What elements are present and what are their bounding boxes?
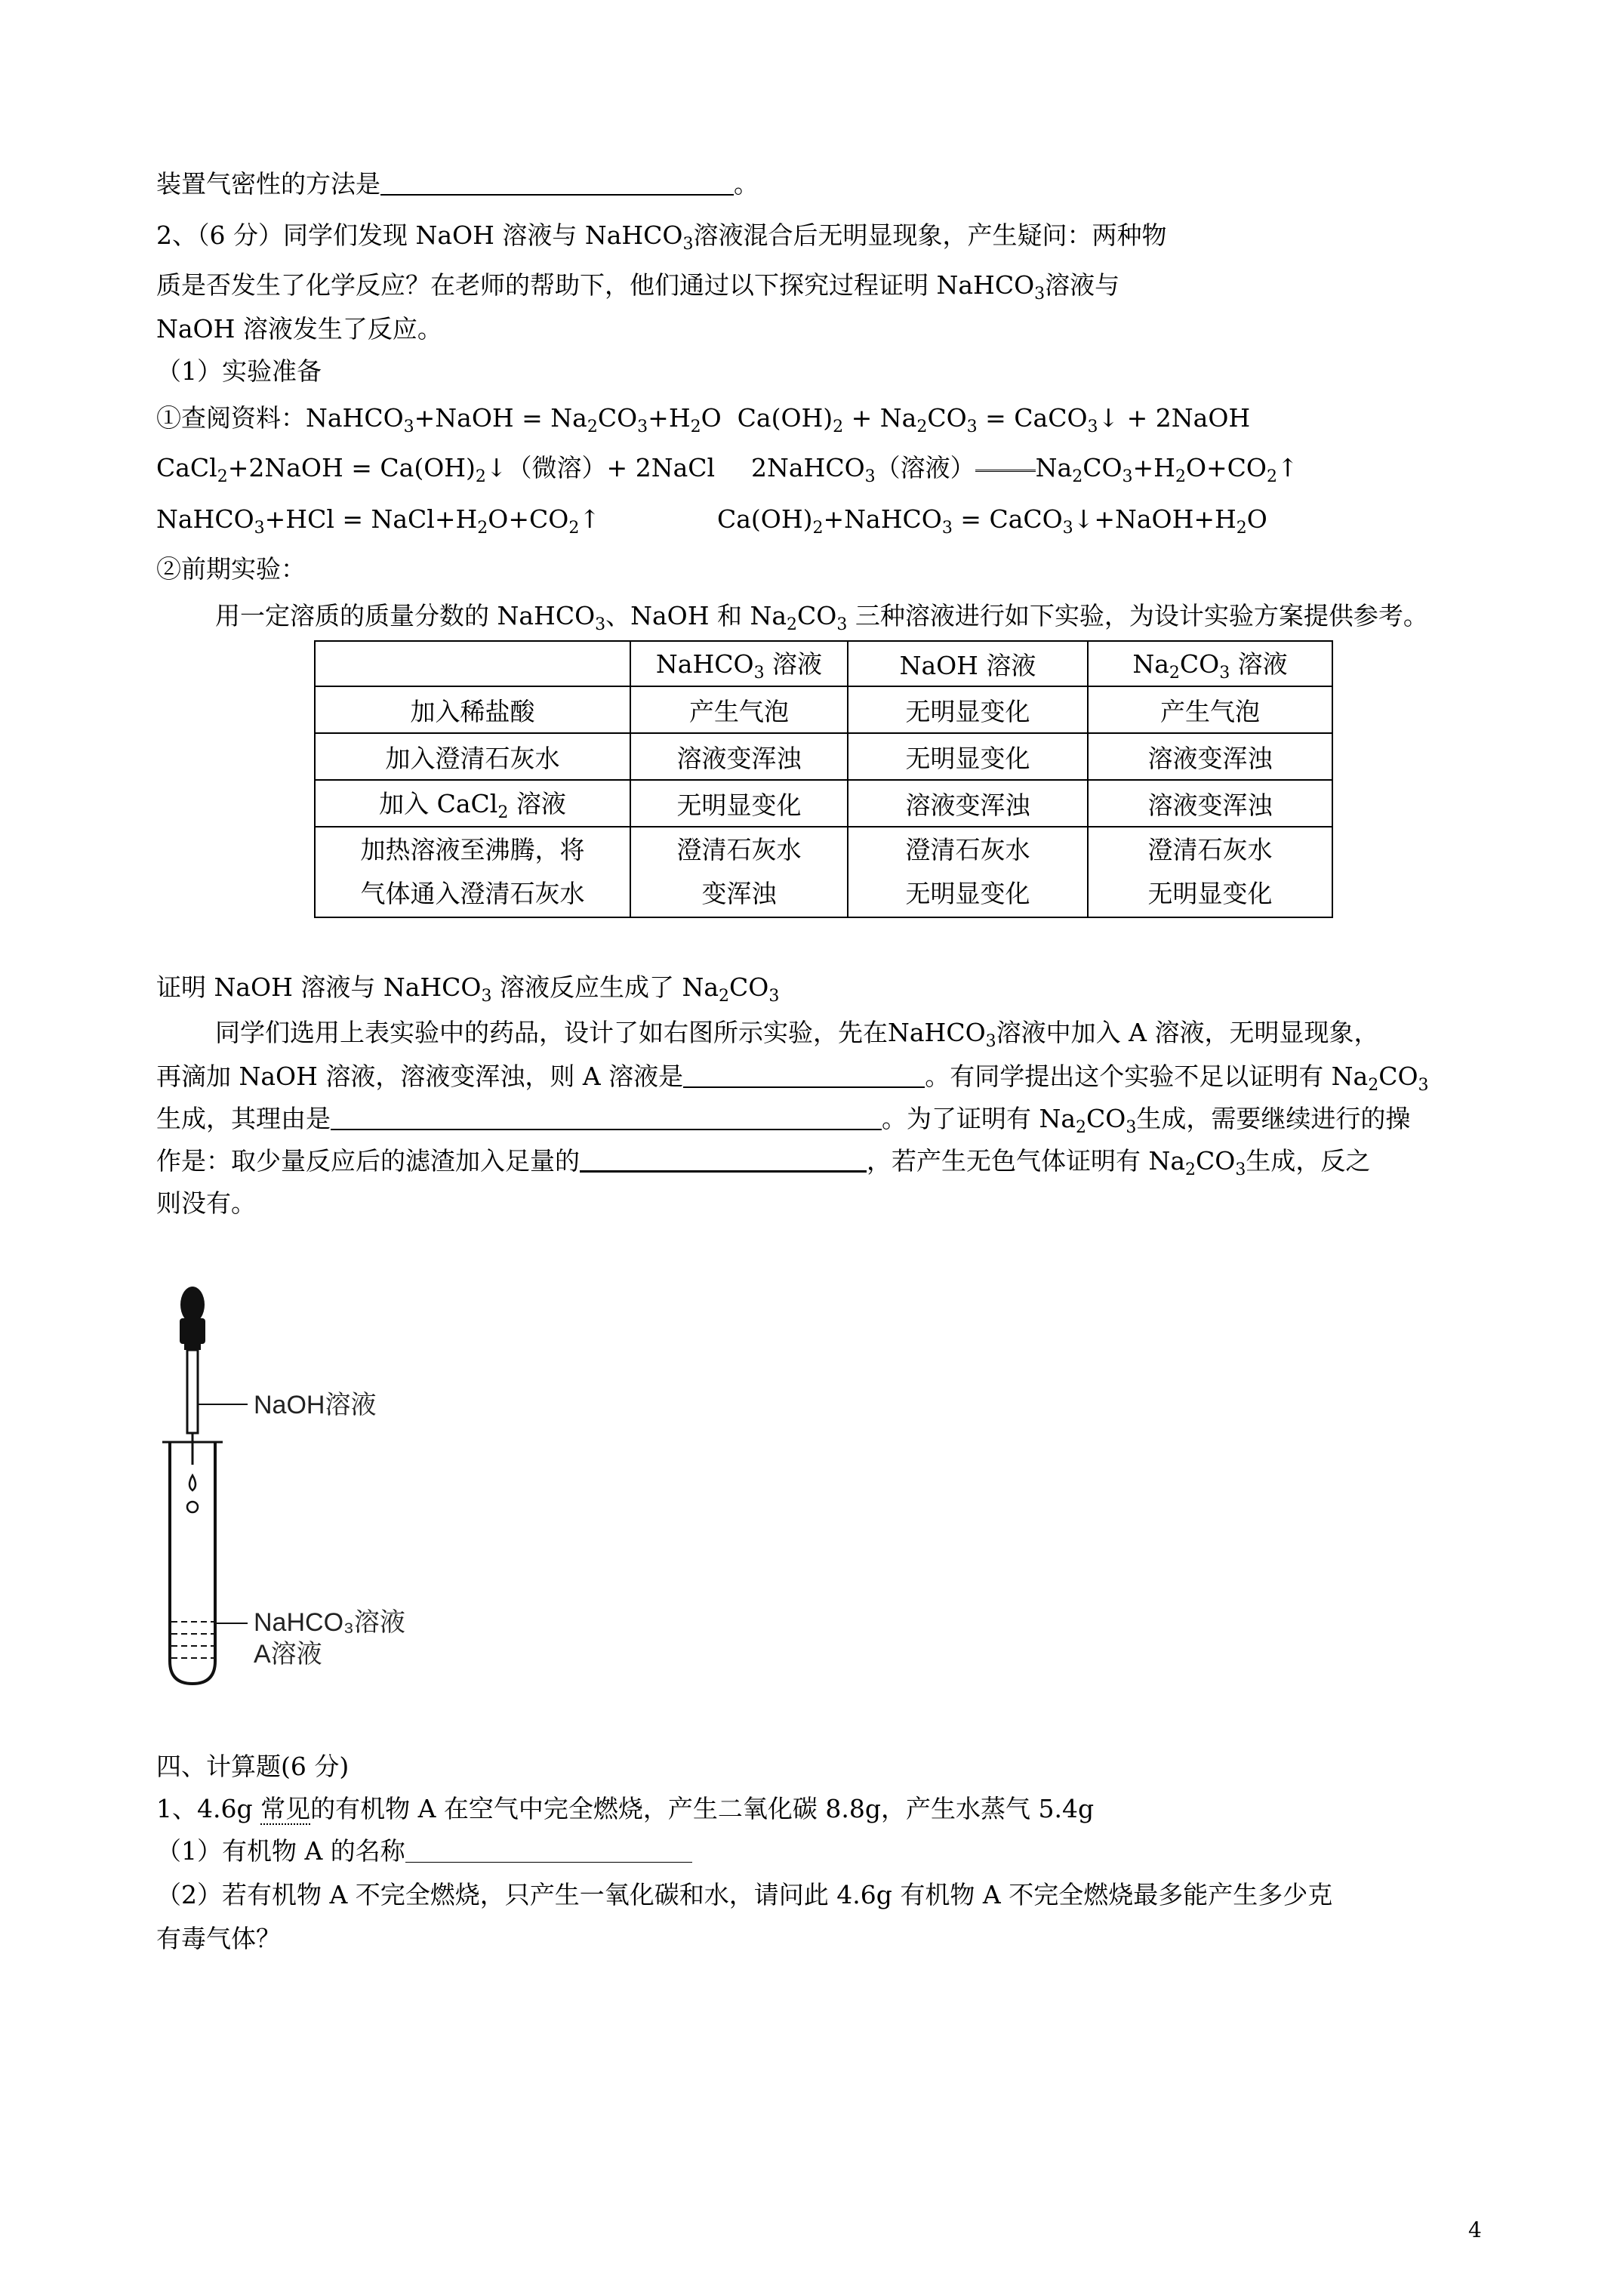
subscript: 2 xyxy=(1185,1160,1196,1179)
test-tube-figure xyxy=(151,1284,468,1691)
label-a-solution: A溶液 xyxy=(254,1640,322,1669)
table-cell: 溶液变浑浊 xyxy=(630,733,848,780)
table-cell: 加入澄清石灰水 xyxy=(315,733,630,780)
text: CO xyxy=(1378,1062,1418,1091)
table-cell: 加入稀盐酸 xyxy=(315,686,630,733)
table-cell: 澄清石灰水 变浑浊 xyxy=(630,827,848,917)
table-header-cell xyxy=(315,641,630,686)
text: 。有同学提出这个实验不足以证明有 Na xyxy=(925,1062,1369,1091)
text: 溶液混合后无明显现象，产生疑问：两种物 xyxy=(693,220,1167,250)
table-cell: 无明显变化 xyxy=(848,686,1088,733)
text: 作是：取少量反应后的滤渣加入足量的 xyxy=(156,1146,580,1176)
table-cell: 无明显变化 xyxy=(848,733,1088,780)
table-cell: 产生气泡 xyxy=(1088,686,1332,733)
subscript: 3 xyxy=(985,1032,996,1051)
question-2-line-2 xyxy=(156,269,1119,311)
question-2-line-3: NaOH 溶液发生了反应。 xyxy=(156,314,442,344)
table-cell: 澄清石灰水 无明显变化 xyxy=(1088,827,1332,917)
reference-equations-line-2 xyxy=(156,451,715,494)
subscript: 3 xyxy=(1418,1076,1429,1095)
reference-equations-line-3 xyxy=(156,503,600,545)
subscript: 3 xyxy=(1235,1160,1246,1179)
equation: CaCl$_2$+2NaOH = $Ca(OH)_2↓$（微溶）+ 2NaCl xyxy=(156,453,716,486)
reference-equation-calcium xyxy=(717,503,1267,545)
prove-heading xyxy=(156,971,779,1013)
text: 1、4.6g xyxy=(156,1794,261,1823)
table-cell: 加热溶液至沸腾，将 气体通入澄清石灰水 xyxy=(315,827,630,917)
table-header-cell: $Na_2CO_3$ 溶液 xyxy=(1088,641,1332,686)
table-header-row xyxy=(315,641,1332,686)
calc-question-1 xyxy=(156,1792,1094,1826)
table-row xyxy=(315,827,1332,917)
table-row xyxy=(315,780,1332,827)
text-line xyxy=(156,168,759,201)
table-header-cell: NaOH 溶液 xyxy=(848,641,1088,686)
answer-blank-a-solution[interactable] xyxy=(683,1064,925,1088)
para-line-2 xyxy=(156,1060,1429,1102)
text: 2、（6 分）同学们发现 NaOH 溶液与 NaHCO xyxy=(156,220,683,250)
page-number: 4 xyxy=(1468,2217,1482,2242)
para-line-1 xyxy=(215,1016,1378,1059)
subscript: 2 xyxy=(1076,1118,1087,1137)
text: CO xyxy=(1086,1104,1126,1133)
text: 质是否发生了化学反应？在老师的帮助下，他们通过以下探究过程证明 NaHCO xyxy=(156,270,1035,300)
pre-exp-description xyxy=(215,599,1428,642)
table-cell: 澄清石灰水 无明显变化 xyxy=(848,827,1088,917)
reference-equation-decomp xyxy=(751,451,1298,494)
equation: NaHCO$_3$+HCl = $NaCl+H_2O+CO_2↑$ xyxy=(156,504,600,538)
text: （1）有机物 A 的名称 xyxy=(156,1836,405,1866)
subscript: 3 xyxy=(682,235,694,254)
reference-equations-line-1 xyxy=(156,402,1250,444)
para-line-4 xyxy=(156,1145,1370,1187)
question-2-line-1 xyxy=(156,219,1166,261)
text: 的有机物 A 在空气中完全燃烧，产生二氧化碳 8.8g，产生水蒸气 5.4g xyxy=(310,1794,1095,1823)
table-cell: 加入 CaCl$_2$ 溶液 xyxy=(315,780,630,827)
table-row xyxy=(315,733,1332,780)
text: 用一定溶质的质量分数的 NaHCO$_3$、NaOH 和 $Na_2CO_3$ 三种溶液进行如下实验，为设计实验方案提供参考。 xyxy=(215,601,1428,634)
para-line-3 xyxy=(156,1102,1410,1145)
calc-sub-2-cont: 有毒气体？ xyxy=(156,1924,281,1953)
table-cell: 无明显变化 xyxy=(630,780,848,827)
text: 证明 NaOH 溶液与 NaHCO$_3$ 溶液反应生成了 $Na_2CO_3$ xyxy=(156,972,780,1006)
calc-sub-1 xyxy=(156,1835,692,1868)
text: ①查阅资料： xyxy=(156,403,306,433)
text: 生成，其理由是 xyxy=(156,1104,331,1133)
table-cell: 溶液变浑浊 xyxy=(1088,780,1332,827)
equation: 2NaHCO$_3$（溶液） $Na_2CO_3+H_2O+CO_2↑$ xyxy=(751,453,1298,486)
text: 溶液中加入 A 溶液，无明显现象， xyxy=(996,1018,1379,1047)
label-nahco3: NaHCO₃溶液 xyxy=(254,1608,405,1637)
para-line-5: 则没有。 xyxy=(156,1188,256,1218)
text: 生成，反之 xyxy=(1246,1146,1371,1176)
section-heading-prep: （1）实验准备 xyxy=(156,356,322,386)
subscript: 2 xyxy=(1368,1076,1379,1095)
text: 。为了证明有 Na xyxy=(882,1104,1076,1133)
text: 同学们选用上表实验中的药品，设计了如右图所示实验，先在NaHCO xyxy=(215,1018,986,1047)
answer-blank-name[interactable] xyxy=(405,1839,692,1863)
text: ，若产生无色气体证明有 Na xyxy=(867,1146,1186,1176)
text: 溶液与 xyxy=(1045,270,1120,300)
table-cell: 溶液变浑浊 xyxy=(1088,733,1332,780)
answer-blank[interactable] xyxy=(380,171,734,196)
text: 生成，需要继续进行的操 xyxy=(1136,1104,1411,1133)
text: 再滴加 NaOH 溶液，溶液变浑浊，则 A 溶液是 xyxy=(156,1062,684,1091)
answer-blank-reason[interactable] xyxy=(331,1106,882,1130)
table-cell: 产生气泡 xyxy=(630,686,848,733)
section-heading-pre-exp: ②前期实验： xyxy=(156,554,306,584)
label-naoh: NaOH溶液 xyxy=(254,1391,377,1419)
punct: 。 xyxy=(734,169,759,199)
equation: NaHCO$_3$+NaOH = $Na_2CO_3+H_2O$ $Ca(OH)_2 + Na_2CO_3$ = CaCO$_3$↓ + 2NaOH xyxy=(306,403,1251,436)
experiment-table xyxy=(314,640,1333,918)
table-cell: 溶液变浑浊 xyxy=(848,780,1088,827)
equation: $Ca(OH)_2+NaHCO_3$ = $CaCO_3↓+NaOH+H_2O$ xyxy=(717,504,1267,538)
subscript: 3 xyxy=(1034,285,1046,304)
text: 常见 xyxy=(260,1794,311,1823)
section-4-heading: 四、计算题(6 分) xyxy=(156,1752,350,1781)
text: CO xyxy=(1196,1146,1236,1176)
calc-sub-2: （2）若有机物 A 不完全燃烧，只产生一氧化碳和水，请问此 4.6g 有机物 A 不完全燃烧最多能产生多少克 xyxy=(156,1880,1333,1909)
answer-blank-reagent[interactable] xyxy=(580,1148,867,1173)
table-row xyxy=(315,686,1332,733)
question-text: 装置气密性的方法是 xyxy=(156,169,380,199)
dropper-bulb-icon xyxy=(180,1287,205,1323)
table-header-cell: NaHCO$_3$ 溶液 xyxy=(630,641,848,686)
subscript: 3 xyxy=(1126,1118,1137,1137)
